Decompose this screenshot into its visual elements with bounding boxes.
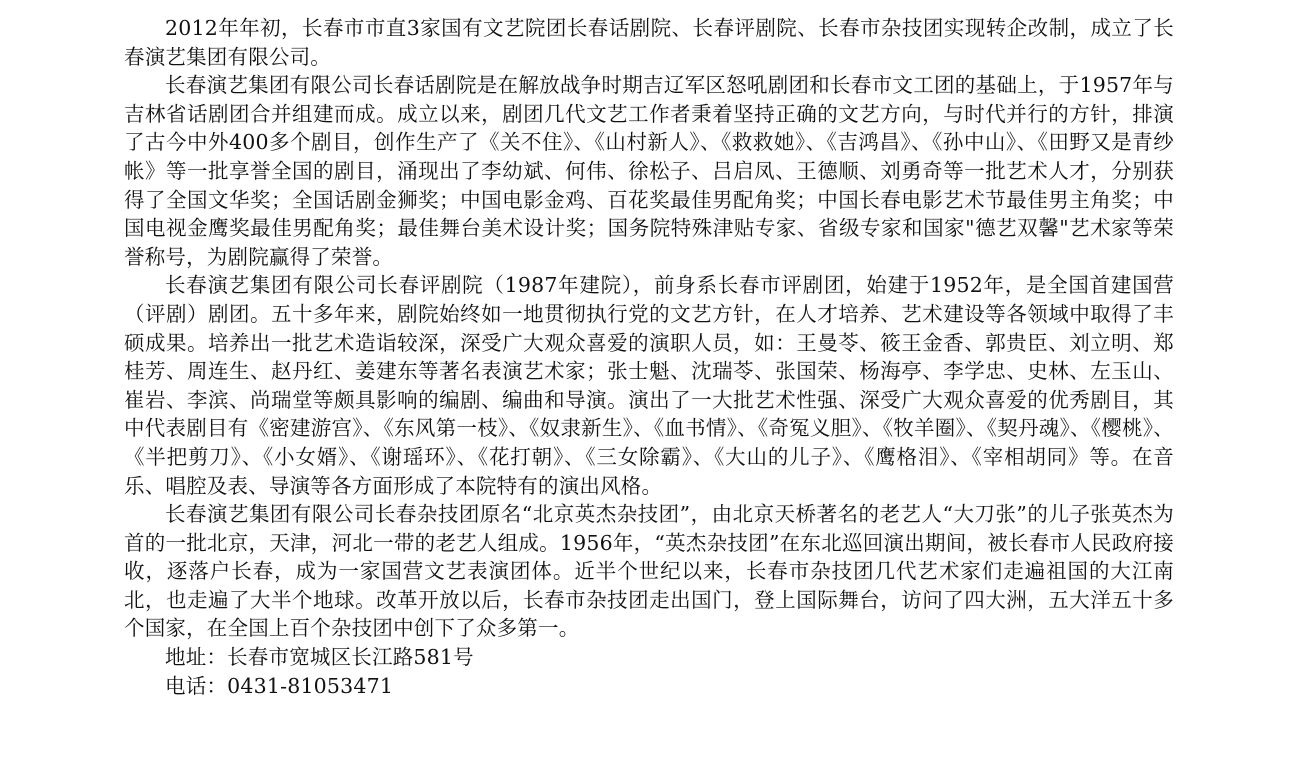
paragraph-reform: 2012年年初，长春市市直3家国有文艺院团长春话剧院、长春评剧院、长春市杂技团实现转企改制，成立了长春演艺集团有限公司。 xyxy=(124,16,1174,69)
phone-line: 电话：0431-81053471 xyxy=(165,673,394,698)
paragraph-drama-theatre: 长春演艺集团有限公司长春话剧院是在解放战争时期吉辽军区怒吼剧团和长春市文工团的基础上，于1957年与吉林省话剧团合并组建而成。成立以来，剧团几代文艺工作者秉着坚持正确的文艺方向，与时代并行的方针，排演了古今中外400多个剧目，创作生产了《关不住》、《山村新人》、《救救她》、《吉鸿昌》、《孙中山》、《田野又是青纱帐》等一批享誉全国的剧目，涌现出了李幼斌、何伟、徐松子、吕启凤、王德顺、刘勇奇等一批艺术人才，分别获得了全国文华奖；全国话剧金狮奖；中国电影金鸡、百花奖最佳男配角奖；中国长春电影艺术节最佳男主角奖；中国电视金鹰奖最佳男配角奖；最佳舞台美术设计奖；国务院特殊津贴专家、省级专家和国家"德艺双馨"艺术家等荣誉称号，为剧院赢得了荣誉。 xyxy=(124,73,1174,269)
document-body xyxy=(124,14,1174,700)
paragraph-pingju-theatre: 长春演艺集团有限公司长春评剧院（1987年建院），前身系长春市评剧团，始建于1952年，是全国首建国营（评剧）剧团。五十多年来，剧院始终如一地贯彻执行党的文艺方针，在人才培养、艺术建设等各领域中取得了丰硕成果。培养出一批艺术造诣较深，深受广大观众喜爱的演职人员，如：王曼苓、筱王金香、郭贵臣、刘立明、郑桂芳、周连生、赵丹红、姜建东等著名表演艺术家；张士魁、沈瑞苓、张国荣、杨海亭、李学忠、史林、左玉山、崔岩、李滨、尚瑞堂等颇具影响的编剧、编曲和导演。演出了一大批艺术性强、深受广大观众喜爱的优秀剧目，其中代表剧目有《密建游宫》、《东风第一枝》、《奴隶新生》、《血书情》、《奇冤义胆》、《牧羊圈》、《契丹魂》、《樱桃》、《半把剪刀》、《小女婿》、《谢瑶环》、《花打朝》、《三女除霸》、《大山的儿子》、《鹰格泪》、《宰相胡同》等。在音乐、唱腔及表、导演等各方面形成了本院特有的演出风格。 xyxy=(124,273,1174,498)
address-line: 地址：长春市宽城区长江路581号 xyxy=(165,645,474,670)
paragraph-acrobatic-troupe: 长春演艺集团有限公司长春杂技团原名“北京英杰杂技团”，由北京天桥著名的老艺人“大刀张”的儿子张英杰为首的一批北京，天津，河北一带的老艺人组成。1956年，“英杰杂技团”在东北巡回演出期间，被长春市人民政府接收，逐落户长春，成为一家国营文艺表演团体。近半个世纪以来，长春市杂技团几代艺术家们走遍祖国的大江南北，也走遍了大半个地球。改革开放以后，长春市杂技团走出国门，登上国际舞台，访问了四大洲，五大洋五十多个国家，在全国上百个杂技团中创下了众多第一。 xyxy=(124,502,1174,641)
